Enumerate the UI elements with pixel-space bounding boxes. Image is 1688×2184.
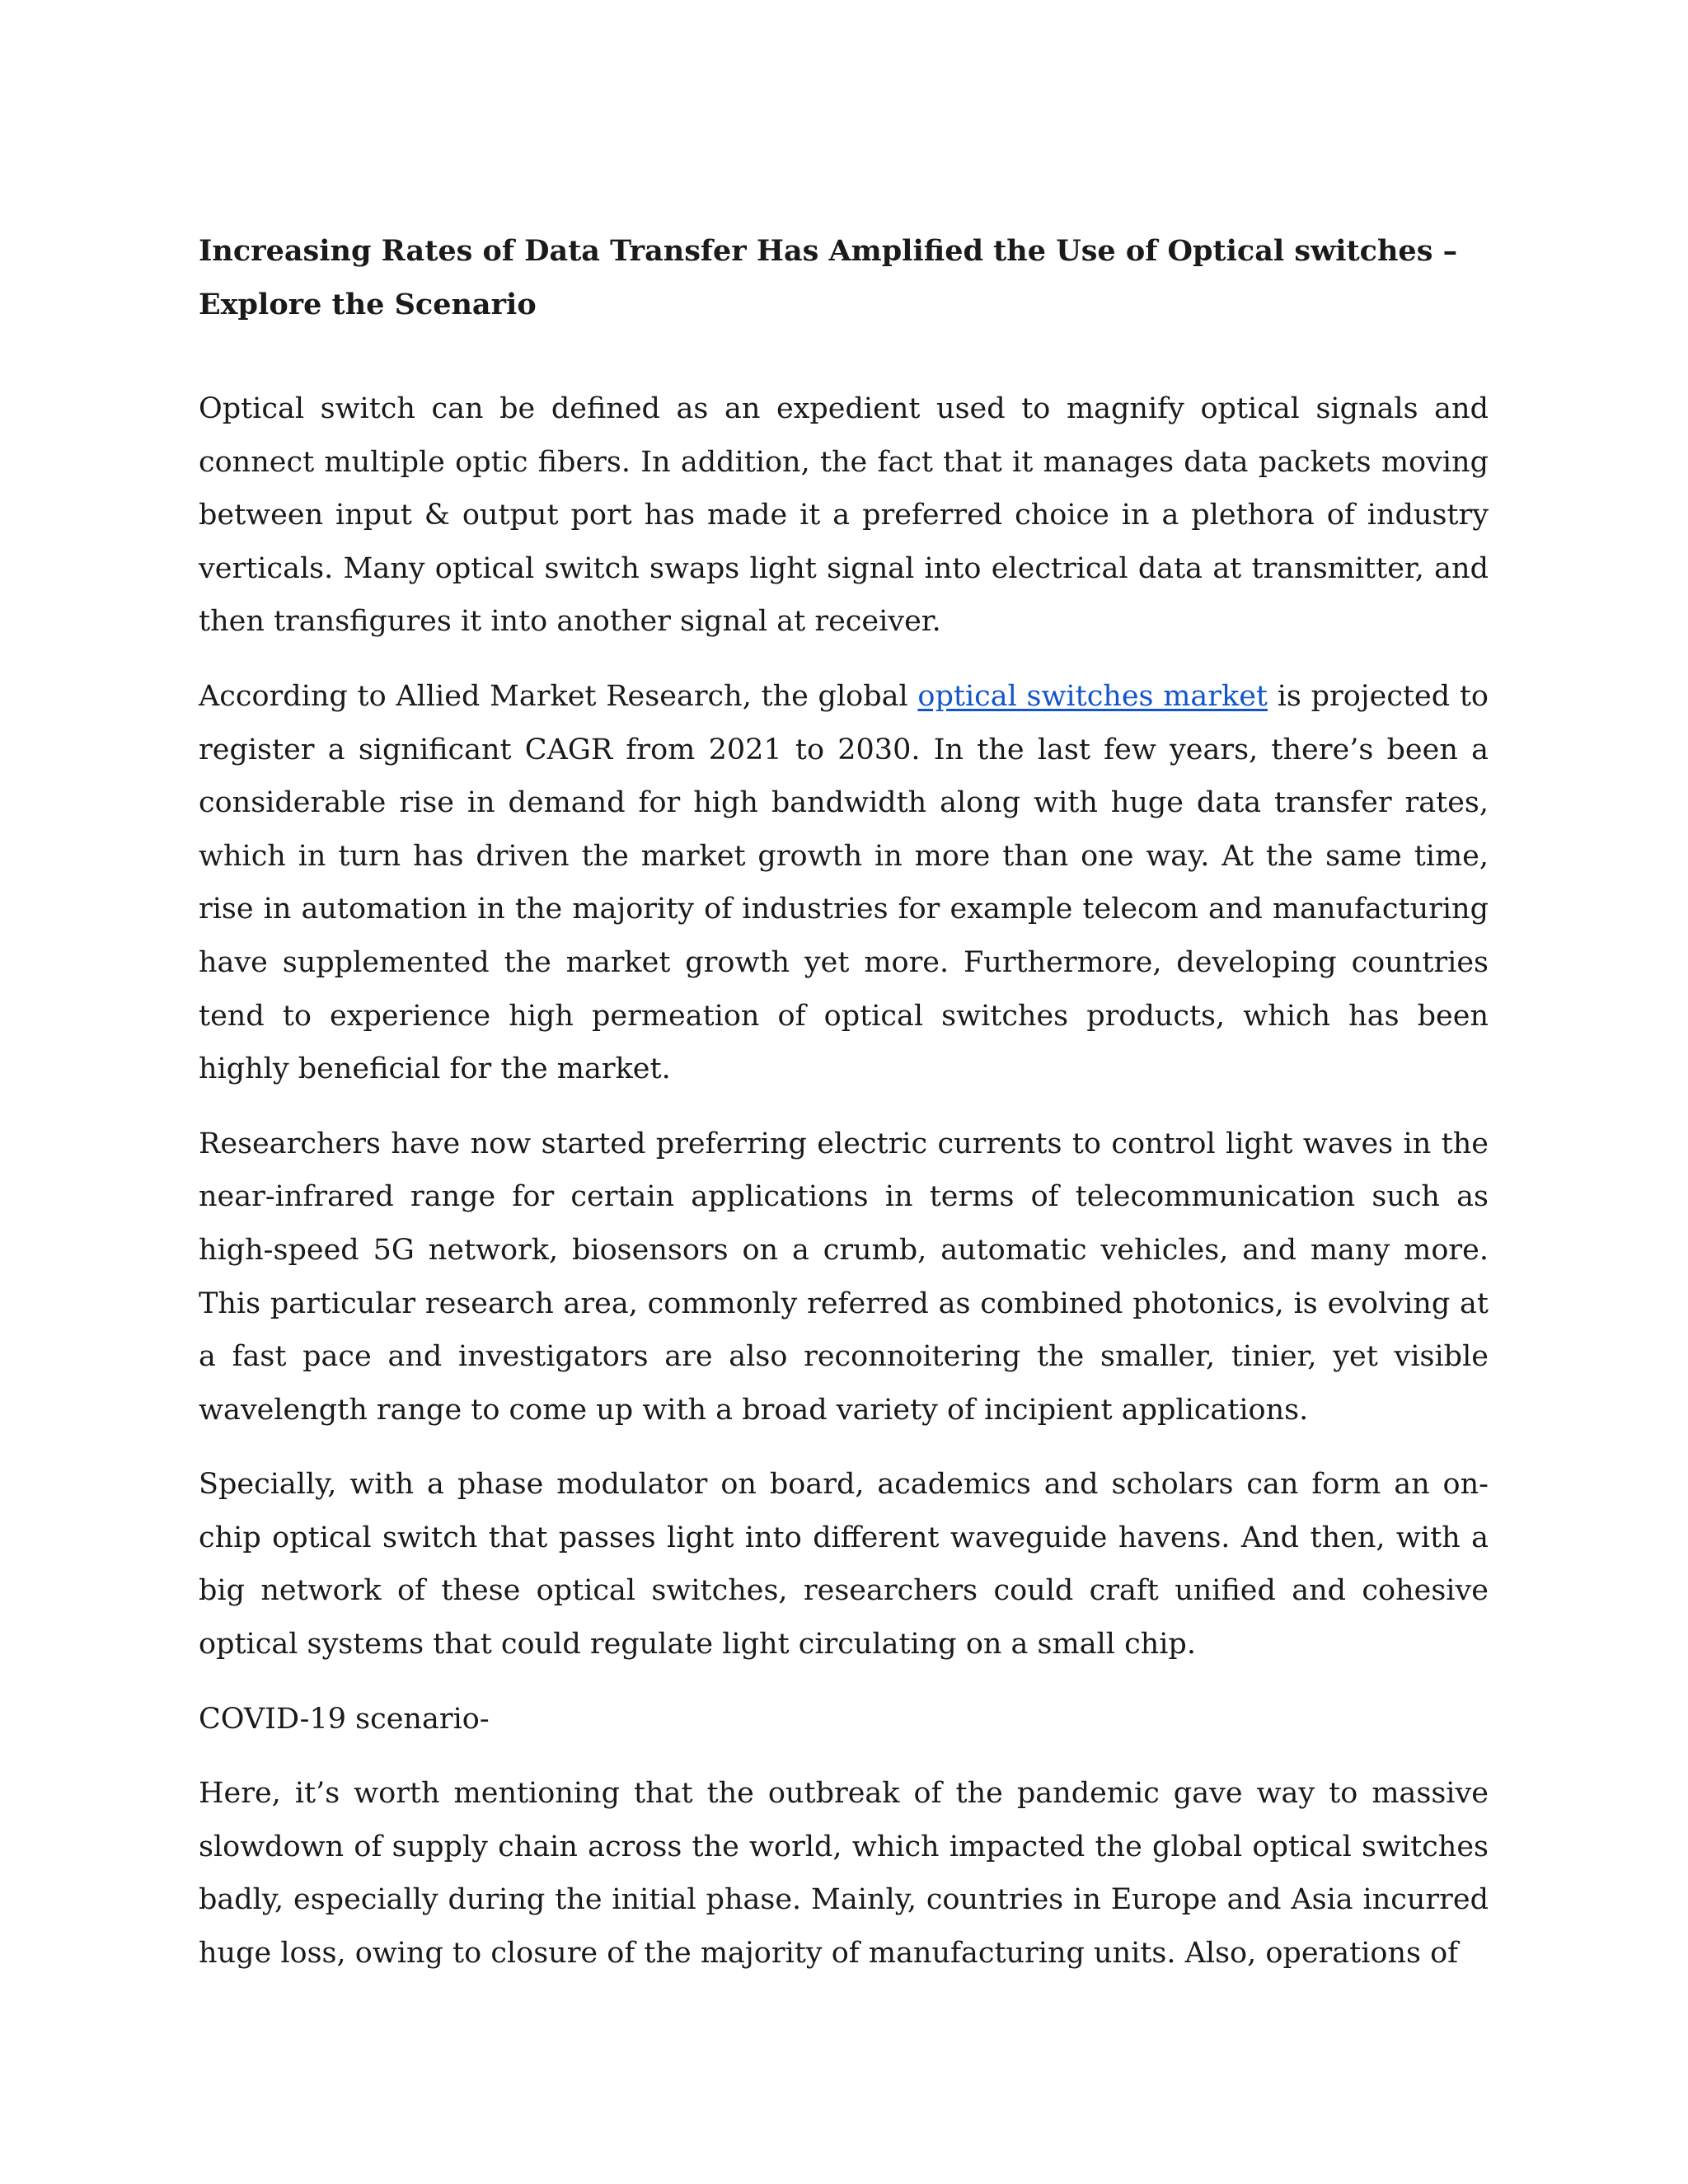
article-title: Increasing Rates of Data Transfer Has Amplified the Use of Optical switches – Explore the Scenario xyxy=(199,234,1458,321)
paragraph-text-before-link: According to Allied Market Research, the global xyxy=(199,679,918,713)
optical-switches-market-link[interactable]: optical switches market xyxy=(917,679,1268,713)
paragraph-phase-modulator: Specially, with a phase modulator on board, academics and scholars can form an on-chip optical switch that passes light into different waveguide havens. And then, with a big network of these optical switches, researchers could craft unified and cohesive optical systems that could regulate light circulating on a small chip. xyxy=(199,1468,1489,1661)
document-body xyxy=(199,224,1489,1980)
paragraph-covid: Here, it’s worth mentioning that the outbreak of the pandemic gave way to massive slowdown of supply chain across the world, which impacted the global optical switches badly, especially during the initial phase. Mainly, countries in Europe and Asia incurred huge loss, owing to closure of the majority of manufacturing units. Also, operations of xyxy=(199,1777,1489,1971)
section-heading-covid: COVID-19 scenario- xyxy=(199,1702,490,1736)
paragraph-text-after-link: is projected to register a significant CAGR from 2021 to 2030. In the last few years, there’s been a considerable rise in demand for high bandwidth along with huge data transfer rates, which in turn has driven the market growth in more than one way. At the same time, rise in automation in the majority of industries for example telecom and manufacturing have supplemented the market growth yet more. Furthermore, developing countries tend to experience high permeation of optical switches products, which has been highly beneficial for the market. xyxy=(199,679,1489,1086)
paragraph-intro: Optical switch can be defined as an expedient used to magnify optical signals and connect multiple optic fibers. In addition, the fact that it manages data packets moving between input & output port has made it a preferred choice in a plethora of industry verticals. Many optical switch swaps light signal into electrical data at transmitter, and then transfigures it into another signal at receiver. xyxy=(199,392,1489,639)
paragraph-market-research xyxy=(199,670,1489,1096)
paragraph-researchers: Researchers have now started preferring electric currents to control light waves in the near-infrared range for certain applications in terms of telecommunication such as high-speed 5G network, biosensors on a crumb, automatic vehicles, and many more. This particular research area, commonly referred as combined photonics, is evolving at a fast pace and investigators are also reconnoitering the smaller, tinier, yet visible wavelength range to come up with a broad variety of incipient applications. xyxy=(199,1127,1489,1427)
